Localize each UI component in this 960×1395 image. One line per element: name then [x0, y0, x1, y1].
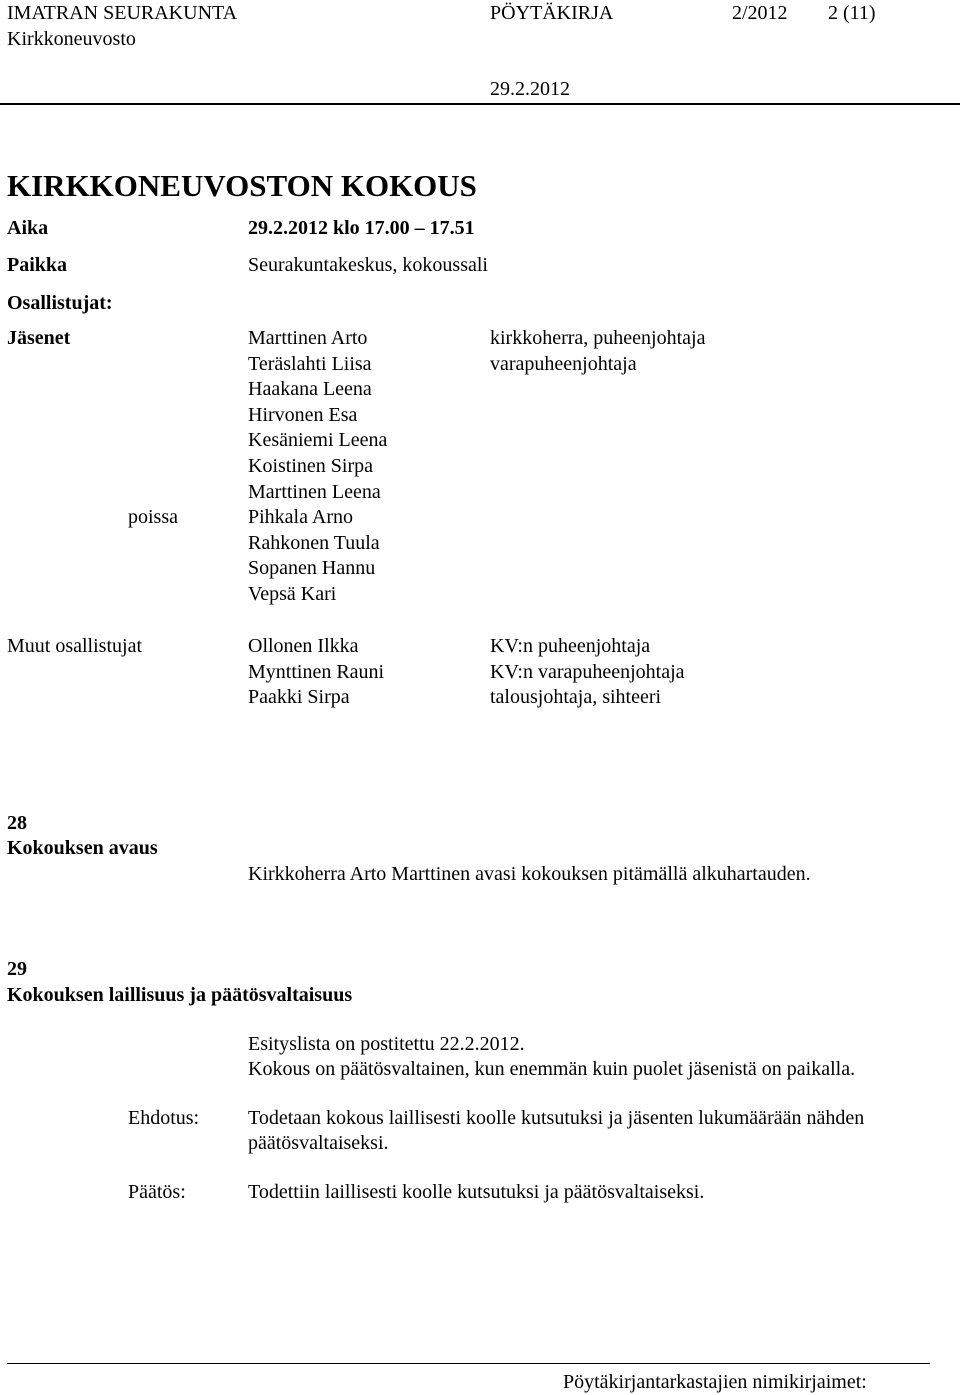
other-role: KV:n varapuheenjohtaja: [490, 660, 685, 683]
member-name: Hirvonen Esa: [248, 403, 358, 426]
proposal-line1: Todetaan kokous laillisesti koolle kutsutuksi ja jäsenten lukumäärään nähden: [248, 1107, 865, 1129]
document-number: 2/2012: [732, 2, 788, 24]
signatures-label: Pöytäkirjantarkastajien nimikirjaimet:: [563, 1371, 867, 1393]
section-29-line1: Esityslista on postitettu 22.2.2012.: [248, 1033, 525, 1055]
decision-text: Todettiin laillisesti koolle kutsutuksi ja päätösvaltaiseksi.: [248, 1181, 705, 1203]
section-29-number: 29: [7, 958, 27, 980]
section-28-number: 28: [7, 812, 27, 834]
participants-label: Osallistujat:: [7, 292, 113, 314]
page-number: 2 (11): [828, 2, 876, 24]
others-label: Muut osallistujat: [7, 635, 142, 657]
other-name: Ollonen Ilkka: [248, 635, 359, 657]
document-type: PÖYTÄKIRJA: [490, 2, 614, 24]
member-role: varapuheenjohtaja: [490, 352, 637, 375]
member-name: Teräslahti Liisa: [248, 352, 372, 375]
member-name: Sopanen Hannu: [248, 557, 376, 580]
proposal-line2: päätösvaltaiseksi.: [248, 1132, 389, 1154]
other-role: KV:n puheenjohtaja: [490, 635, 651, 657]
member-roles: [490, 326, 705, 377]
header-divider: [0, 103, 960, 105]
member-name: Haakana Leena: [248, 378, 372, 401]
section-28-text: Kirkkoherra Arto Marttinen avasi kokouksen pitämällä alkuhartauden.: [248, 863, 811, 885]
place-label: Paikka: [7, 254, 68, 276]
proposal-label: Ehdotus:: [128, 1107, 200, 1129]
other-role: talousjohtaja, sihteeri: [490, 686, 662, 709]
member-name: Kesäniemi Leena: [248, 429, 388, 452]
member-name: Rahkonen Tuula: [248, 531, 380, 554]
member-name: Pihkala Arno: [248, 506, 353, 529]
decision-label: Päätös:: [128, 1181, 186, 1203]
page-title: KIRKKONEUVOSTON KOKOUS: [7, 168, 477, 203]
absent-label: poissa: [128, 506, 178, 528]
section-29-heading: Kokouksen laillisuus ja päätösvaltaisuus: [7, 984, 353, 1006]
member-role: kirkkoherra, puheenjohtaja: [490, 327, 706, 349]
place-value: Seurakuntakeskus, kokoussali: [248, 254, 488, 276]
member-name: Marttinen Arto: [248, 327, 368, 349]
signature-line: [7, 1363, 930, 1364]
org-name: IMATRAN SEURAKUNTA: [7, 2, 238, 24]
member-name: Koistinen Sirpa: [248, 454, 373, 477]
section-28-heading: Kokouksen avaus: [7, 837, 158, 859]
other-name: Mynttinen Rauni: [248, 660, 385, 683]
header-date: 29.2.2012: [490, 78, 570, 100]
member-name: Vepsä Kari: [248, 582, 337, 605]
members-label: Jäsenet: [7, 327, 71, 349]
members-list: [248, 326, 387, 608]
time-value: 29.2.2012 klo 17.00 – 17.51: [248, 217, 475, 239]
body-name: Kirkkoneuvosto: [7, 28, 136, 50]
other-name: Paakki Sirpa: [248, 686, 350, 709]
others-roles: [490, 634, 685, 711]
section-29-line2: Kokous on päätösvaltainen, kun enemmän kuin puolet jäsenistä on paikalla.: [248, 1058, 856, 1080]
time-label: Aika: [7, 217, 49, 239]
others-list: [248, 634, 384, 711]
member-name: Marttinen Leena: [248, 480, 381, 503]
